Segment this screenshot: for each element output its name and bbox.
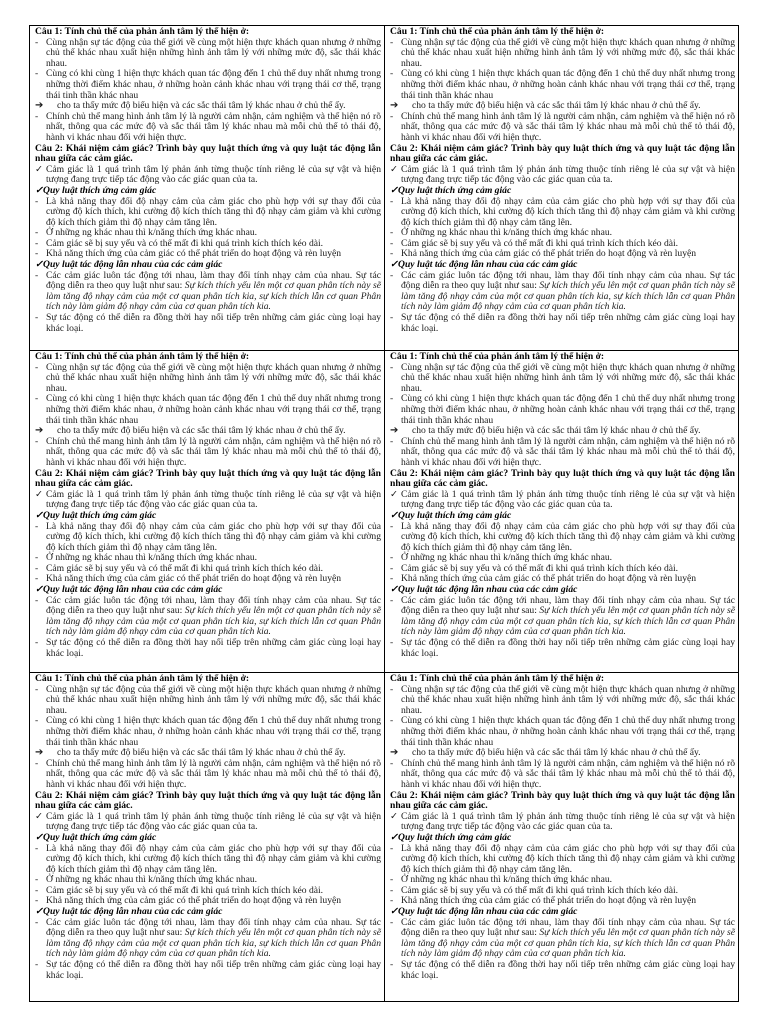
handout-cell [30, 672, 385, 1001]
arrow-icon: ➔ [390, 100, 399, 112]
law1-item: - Ở những ng khác nhau thì k/năng thích ứng khác nhau. [390, 227, 613, 239]
q1-conclusion: ➔ cho ta thấy mức độ biểu hiện và các sắc thái tâm lý khác nhau ở chủ thể ấy. [390, 100, 701, 112]
q1-conclusion: ➔ cho ta thấy mức độ biểu hiện và các sắc thái tâm lý khác nhau ở chủ thể ấy. [35, 747, 346, 759]
check-icon: ✓ [390, 509, 399, 521]
q1-item: - Cùng có khi cùng 1 hiện thực khách quan tác động đến 1 chủ thể duy nhất nhưng trong những thời điểm khác nhau, ở những hoàn cảnh khác nhau với trạng thái cơ thể, trạng thái tinh thần khác nhau [390, 68, 735, 101]
law1-item: - Cảm giác sẽ bị suy yếu và có thể mất đi khi quá trình kích thích kéo dài. [35, 562, 324, 574]
law1-item: - Khả năng thích ứng của cảm giác có thể phát triển do hoạt động và rèn luyện [390, 895, 697, 907]
arrow-icon: ➔ [390, 425, 399, 437]
handout-cell [30, 350, 385, 672]
law1-item: - Khả năng thích ứng của cảm giác có thể phát triển do hoạt động và rèn luyện [35, 895, 342, 907]
arrow-icon: ➔ [35, 100, 44, 112]
law1-item: - Cảm giác sẽ bị suy yếu và có thể mất đi khi quá trình kích thích kéo dài. [390, 562, 679, 574]
law1-title: ✓Quy luật thích ứng cảm giác [390, 509, 512, 521]
law2-item: - Các cảm giác luôn tác động tới nhau, làm thay đổi tính nhạy cảm của nhau. Sự tác động diễn ra theo quy luật như sau: Sự kích thích yếu lên một cơ quan phân tích này sẽ làm tăng độ nhạy cảm của một cơ quan phân tích kia, sự kích thích lẫn cơ quan Phân tích này làm giảm độ nhạy cảm của cơ quan phân tích kia. [390, 269, 735, 313]
check-icon: ✓ [35, 831, 44, 843]
law1-title: ✓Quy luật thích ứng cảm giác [390, 184, 512, 196]
check-icon: ✓ [390, 488, 399, 500]
arrow-icon: ➔ [35, 747, 44, 759]
q1-item: - Cùng nhận sự tác động của thế giới về cùng một hiện thực khách quan nhưng ở những chủ thể khác nhau xuất hiện những hình ảnh tâm lý với những mức độ, sắc thái khác nhau. [390, 683, 735, 716]
law2-item: - Sự tác động có thể diễn ra đồng thời hay nối tiếp trên những cảm giác cùng loại hay khác loại. [35, 312, 381, 334]
handout-cell [385, 672, 738, 1001]
q1-conclusion: ➔ cho ta thấy mức độ biểu hiện và các sắc thái tâm lý khác nhau ở chủ thể ấy. [390, 425, 701, 437]
law2-title: ✓Quy luật tác động lẫn nhau của các cảm giác [35, 259, 223, 271]
q1-title: Câu 1: Tính chủ thể của phản ánh tâm lý thể hiện ở: [390, 673, 605, 684]
law2-item: - Các cảm giác luôn tác động tới nhau, làm thay đổi tính nhạy cảm của nhau. Sự tác động diễn ra theo quy luật như sau: Sự kích thích yếu lên một cơ quan phân tích này sẽ làm tăng độ nhạy cảm của một cơ quan phân tích kia, sự kích thích lẫn cơ quan Phân tích này làm giảm độ nhạy cảm của cơ quan phân tích kia. [390, 594, 735, 638]
check-icon: ✓ [390, 906, 399, 918]
q1-conclusion: ➔ cho ta thấy mức độ biểu hiện và các sắc thái tâm lý khác nhau ở chủ thể ấy. [35, 425, 346, 437]
q2-title: Câu 2: Khái niệm cảm giác? Trình bày quy luật thích ứng và quy luật tác động lẫn nhau giữa các cảm giác. [390, 789, 735, 812]
q2-title: Câu 2: Khái niệm cảm giác? Trình bày quy luật thích ứng và quy luật tác động lẫn nhau giữa các cảm giác. [35, 142, 381, 165]
q1-title: Câu 1: Tính chủ thể của phản ánh tâm lý thể hiện ở: [390, 26, 605, 37]
law2-title: ✓Quy luật tác động lẫn nhau của các cảm giác [390, 906, 578, 918]
law2-item: - Các cảm giác luôn tác động tới nhau, làm thay đổi tính nhạy cảm của nhau. Sự tác động diễn ra theo quy luật như sau: Sự kích thích yếu lên một cơ quan phân tích này sẽ làm tăng độ nhạy cảm của một cơ quan phân tích kia, sự kích thích lẫn cơ quan Phân tích này làm giảm độ nhạy cảm của cơ quan phân tích kia. [35, 269, 381, 313]
check-icon: ✓ [390, 584, 399, 596]
law2-item: - Sự tác động có thể diễn ra đồng thời hay nối tiếp trên những cảm giác cùng loại hay khác loại. [390, 637, 735, 659]
check-icon: ✓ [390, 831, 399, 843]
check-icon: ✓ [35, 810, 44, 822]
q1-item: - Cùng nhận sự tác động của thế giới về cùng một hiện thực khách quan nhưng ở những chủ thể khác nhau xuất hiện những hình ảnh tâm lý với những mức độ, sắc thái khác nhau. [390, 361, 735, 394]
q1-item: - Cùng nhận sự tác động của thế giới về cùng một hiện thực khách quan nhưng ở những chủ thể khác nhau xuất hiện những hình ảnh tâm lý với những mức độ, sắc thái khác nhau. [390, 36, 735, 69]
q1-item: - Cùng có khi cùng 1 hiện thực khách quan tác động đến 1 chủ thể duy nhất nhưng trong những thời điểm khác nhau, ở những hoàn cảnh khác nhau với trạng thái cơ thể, trạng thái tinh thần khác nhau [35, 715, 381, 748]
law2-item: - Các cảm giác luôn tác động tới nhau, làm thay đổi tính nhạy cảm của nhau. Sự tác động diễn ra theo quy luật như sau: Sự kích thích yếu lên một cơ quan phân tích này sẽ làm tăng độ nhạy cảm của một cơ quan phân tích kia, sự kích thích lẫn cơ quan Phân tích này làm giảm độ nhạy cảm của cơ quan phân tích kia. [390, 916, 735, 960]
q2-definition: ✓ Cảm giác là 1 quá trình tâm lý phản ánh từng thuộc tính riêng lẻ của sự vật và hiện tượng đang trực tiếp tác động vào các giác quan của ta. [390, 810, 735, 833]
law1-item: - Cảm giác sẽ bị suy yếu và có thể mất đi khi quá trình kích thích kéo dài. [35, 884, 324, 896]
law1-item: - Là khả năng thay đổi độ nhạy cảm của cảm giác cho phù hợp với sự thay đổi của cường độ kích thích, khi cường độ kích thích tăng thì độ nhạy cảm giảm và khi cường độ kích thích giảm thì độ nhạy cảm tăng lên. [390, 195, 735, 228]
handout-cell [385, 26, 738, 350]
q1-item: - Chính chủ thể mang hình ảnh tâm lý là người cảm nhận, cảm nghiệm và thể hiện nó rõ nhất, thông qua các mức độ và sắc thái tâm lý khác nhau mà mỗi chủ thể tỏ thái độ, hành vi khác nhau đối với hiện thực. [390, 757, 735, 790]
law1-title: ✓Quy luật thích ứng cảm giác [35, 184, 157, 196]
q1-item: - Cùng có khi cùng 1 hiện thực khách quan tác động đến 1 chủ thể duy nhất nhưng trong những thời điểm khác nhau, ở những hoàn cảnh khác nhau với trạng thái cơ thể, trạng thái tinh thần khác nhau [390, 393, 735, 426]
q2-definition: ✓ Cảm giác là 1 quá trình tâm lý phản ánh từng thuộc tính riêng lẻ của sự vật và hiện tượng đang trực tiếp tác động vào các giác quan của ta. [35, 810, 381, 833]
arrow-icon: ➔ [35, 425, 44, 437]
law1-item: - Ở những ng khác nhau thì k/năng thích ứng khác nhau. [35, 227, 258, 239]
law1-item: - Cảm giác sẽ bị suy yếu và có thể mất đi khi quá trình kích thích kéo dài. [390, 884, 679, 896]
q2-definition: ✓ Cảm giác là 1 quá trình tâm lý phản ánh từng thuộc tính riêng lẻ của sự vật và hiện tượng đang trực tiếp tác động vào các giác quan của ta. [35, 163, 381, 186]
q1-item: - Chính chủ thể mang hình ảnh tâm lý là người cảm nhận, cảm nghiệm và thể hiện nó rõ nhất, thông qua các mức độ và sắc thái tâm lý khác nhau mà mỗi chủ thể tỏ thái độ, hành vi khác nhau đối với hiện thực. [35, 435, 381, 468]
law1-item: - Là khả năng thay đổi độ nhạy cảm của cảm giác cho phù hợp với sự thay đổi của cường độ kích thích, khi cường độ kích thích tăng thì độ nhạy cảm giảm và khi cường độ kích thích giảm thì độ nhạy cảm tăng lên. [35, 195, 381, 228]
q1-item: - Cùng có khi cùng 1 hiện thực khách quan tác động đến 1 chủ thể duy nhất nhưng trong những thời điểm khác nhau, ở những hoàn cảnh khác nhau với trạng thái cơ thể, trạng thái tinh thần khác nhau [35, 393, 381, 426]
q1-title: Câu 1: Tính chủ thể của phản ánh tâm lý thể hiện ở: [35, 351, 250, 362]
law1-item: - Ở những ng khác nhau thì k/năng thích ứng khác nhau. [35, 552, 258, 564]
law2-item: - Sự tác động có thể diễn ra đồng thời hay nối tiếp trên những cảm giác cùng loại hay khác loại. [390, 959, 735, 981]
q1-item: - Chính chủ thể mang hình ảnh tâm lý là người cảm nhận, cảm nghiệm và thể hiện nó rõ nhất, thông qua các mức độ và sắc thái tâm lý khác nhau mà mỗi chủ thể tỏ thái độ, hành vi khác nhau đối với hiện thực. [390, 110, 735, 143]
arrow-icon: ➔ [390, 747, 399, 759]
q2-title: Câu 2: Khái niệm cảm giác? Trình bày quy luật thích ứng và quy luật tác động lẫn nhau giữa các cảm giác. [35, 789, 381, 812]
check-icon: ✓ [35, 906, 44, 918]
law1-item: - Khả năng thích ứng của cảm giác có thể phát triển do hoạt động và rèn luyện [35, 248, 342, 260]
law1-item: - Là khả năng thay đổi độ nhạy cảm của cảm giác cho phù hợp với sự thay đổi của cường độ kích thích, khi cường độ kích thích tăng thì độ nhạy cảm giảm và khi cường độ kích thích giảm thì độ nhạy cảm tăng lên. [390, 520, 735, 553]
law1-item: - Cảm giác sẽ bị suy yếu và có thể mất đi khi quá trình kích thích kéo dài. [35, 237, 324, 249]
law1-item: - Cảm giác sẽ bị suy yếu và có thể mất đi khi quá trình kích thích kéo dài. [390, 237, 679, 249]
check-icon: ✓ [35, 259, 44, 271]
law1-item: - Khả năng thích ứng của cảm giác có thể phát triển do hoạt động và rèn luyện [390, 573, 697, 585]
check-icon: ✓ [35, 509, 44, 521]
law1-item: - Là khả năng thay đổi độ nhạy cảm của cảm giác cho phù hợp với sự thay đổi của cường độ kích thích, khi cường độ kích thích tăng thì độ nhạy cảm giảm và khi cường độ kích thích giảm thì độ nhạy cảm tăng lên. [35, 842, 381, 875]
law1-item: - Ở những ng khác nhau thì k/năng thích ứng khác nhau. [390, 552, 613, 564]
check-icon: ✓ [35, 488, 44, 500]
q1-conclusion: ➔ cho ta thấy mức độ biểu hiện và các sắc thái tâm lý khác nhau ở chủ thể ấy. [35, 100, 346, 112]
law1-item: - Là khả năng thay đổi độ nhạy cảm của cảm giác cho phù hợp với sự thay đổi của cường độ kích thích, khi cường độ kích thích tăng thì độ nhạy cảm giảm và khi cường độ kích thích giảm thì độ nhạy cảm tăng lên. [35, 520, 381, 553]
q1-item: - Cùng có khi cùng 1 hiện thực khách quan tác động đến 1 chủ thể duy nhất nhưng trong những thời điểm khác nhau, ở những hoàn cảnh khác nhau với trạng thái cơ thể, trạng thái tinh thần khác nhau [390, 715, 735, 748]
q1-title: Câu 1: Tính chủ thể của phản ánh tâm lý thể hiện ở: [35, 26, 250, 37]
law1-title: ✓Quy luật thích ứng cảm giác [35, 509, 157, 521]
law2-item: - Sự tác động có thể diễn ra đồng thời hay nối tiếp trên những cảm giác cùng loại hay khác loại. [390, 312, 735, 334]
q2-title: Câu 2: Khái niệm cảm giác? Trình bày quy luật thích ứng và quy luật tác động lẫn nhau giữa các cảm giác. [390, 467, 735, 490]
handout-cell [385, 350, 738, 672]
check-icon: ✓ [35, 584, 44, 596]
q2-title: Câu 2: Khái niệm cảm giác? Trình bày quy luật thích ứng và quy luật tác động lẫn nhau giữa các cảm giác. [35, 467, 381, 490]
q2-definition: ✓ Cảm giác là 1 quá trình tâm lý phản ánh từng thuộc tính riêng lẻ của sự vật và hiện tượng đang trực tiếp tác động vào các giác quan của ta. [390, 163, 735, 186]
check-icon: ✓ [390, 259, 399, 271]
q2-title: Câu 2: Khái niệm cảm giác? Trình bày quy luật thích ứng và quy luật tác động lẫn nhau giữa các cảm giác. [390, 142, 735, 165]
law2-title: ✓Quy luật tác động lẫn nhau của các cảm giác [35, 584, 223, 596]
law1-title: ✓Quy luật thích ứng cảm giác [35, 831, 157, 843]
law2-title: ✓Quy luật tác động lẫn nhau của các cảm giác [35, 906, 223, 918]
q1-item: - Chính chủ thể mang hình ảnh tâm lý là người cảm nhận, cảm nghiệm và thể hiện nó rõ nhất, thông qua các mức độ và sắc thái tâm lý khác nhau mà mỗi chủ thể tỏ thái độ, hành vi khác nhau đối với hiện thực. [35, 110, 381, 143]
law1-item: - Khả năng thích ứng của cảm giác có thể phát triển do hoạt động và rèn luyện [35, 573, 342, 585]
law2-item: - Các cảm giác luôn tác động tới nhau, làm thay đổi tính nhạy cảm của nhau. Sự tác động diễn ra theo quy luật như sau: Sự kích thích yếu lên một cơ quan phân tích này sẽ làm tăng độ nhạy cảm của một cơ quan phân tích kia, sự kích thích lẫn cơ quan Phân tích này làm giảm độ nhạy cảm của cơ quan phân tích kia. [35, 916, 381, 960]
check-icon: ✓ [35, 163, 44, 175]
law2-item: - Sự tác động có thể diễn ra đồng thời hay nối tiếp trên những cảm giác cùng loại hay khác loại. [35, 959, 381, 981]
law2-title: ✓Quy luật tác động lẫn nhau của các cảm giác [390, 584, 578, 596]
check-icon: ✓ [390, 163, 399, 175]
q1-item: - Cùng nhận sự tác động của thế giới về cùng một hiện thực khách quan nhưng ở những chủ thể khác nhau xuất hiện những hình ảnh tâm lý với những mức độ, sắc thái khác nhau. [35, 683, 381, 716]
check-icon: ✓ [390, 184, 399, 196]
law2-item: - Các cảm giác luôn tác động tới nhau, làm thay đổi tính nhạy cảm của nhau. Sự tác động diễn ra theo quy luật như sau: Sự kích thích yếu lên một cơ quan phân tích này sẽ làm tăng độ nhạy cảm của một cơ quan phân tích kia, sự kích thích lẫn cơ quan Phân tích này làm giảm độ nhạy cảm của cơ quan phân tích kia. [35, 594, 381, 638]
check-icon: ✓ [390, 810, 399, 822]
q1-title: Câu 1: Tính chủ thể của phản ánh tâm lý thể hiện ở: [35, 673, 250, 684]
q1-item: - Chính chủ thể mang hình ảnh tâm lý là người cảm nhận, cảm nghiệm và thể hiện nó rõ nhất, thông qua các mức độ và sắc thái tâm lý khác nhau mà mỗi chủ thể tỏ thái độ, hành vi khác nhau đối với hiện thực. [390, 435, 735, 468]
law1-item: - Khả năng thích ứng của cảm giác có thể phát triển do hoạt động và rèn luyện [390, 248, 697, 260]
law2-title: ✓Quy luật tác động lẫn nhau của các cảm giác [390, 259, 578, 271]
q1-title: Câu 1: Tính chủ thể của phản ánh tâm lý thể hiện ở: [390, 351, 605, 362]
check-icon: ✓ [35, 184, 44, 196]
law2-item: - Sự tác động có thể diễn ra đồng thời hay nối tiếp trên những cảm giác cùng loại hay khác loại. [35, 637, 381, 659]
q1-item: - Chính chủ thể mang hình ảnh tâm lý là người cảm nhận, cảm nghiệm và thể hiện nó rõ nhất, thông qua các mức độ và sắc thái tâm lý khác nhau mà mỗi chủ thể tỏ thái độ, hành vi khác nhau đối với hiện thực. [35, 757, 381, 790]
q2-definition: ✓ Cảm giác là 1 quá trình tâm lý phản ánh từng thuộc tính riêng lẻ của sự vật và hiện tượng đang trực tiếp tác động vào các giác quan của ta. [390, 488, 735, 511]
law1-item: - Là khả năng thay đổi độ nhạy cảm của cảm giác cho phù hợp với sự thay đổi của cường độ kích thích, khi cường độ kích thích tăng thì độ nhạy cảm giảm và khi cường độ kích thích giảm thì độ nhạy cảm tăng lên. [390, 842, 735, 875]
q1-conclusion: ➔ cho ta thấy mức độ biểu hiện và các sắc thái tâm lý khác nhau ở chủ thể ấy. [390, 747, 701, 759]
handout-cell [30, 26, 385, 350]
q1-item: - Cùng nhận sự tác động của thế giới về cùng một hiện thực khách quan nhưng ở những chủ thể khác nhau xuất hiện những hình ảnh tâm lý với những mức độ, sắc thái khác nhau. [35, 361, 381, 394]
q1-item: - Cùng nhận sự tác động của thế giới về cùng một hiện thực khách quan nhưng ở những chủ thể khác nhau xuất hiện những hình ảnh tâm lý với những mức độ, sắc thái khác nhau. [35, 36, 381, 69]
q1-item: - Cùng có khi cùng 1 hiện thực khách quan tác động đến 1 chủ thể duy nhất nhưng trong những thời điểm khác nhau, ở những hoàn cảnh khác nhau với trạng thái cơ thể, trạng thái tinh thần khác nhau [35, 68, 381, 101]
law1-title: ✓Quy luật thích ứng cảm giác [390, 831, 512, 843]
q2-definition: ✓ Cảm giác là 1 quá trình tâm lý phản ánh từng thuộc tính riêng lẻ của sự vật và hiện tượng đang trực tiếp tác động vào các giác quan của ta. [35, 488, 381, 511]
law1-item: - Ở những ng khác nhau thì k/năng thích ứng khác nhau. [390, 874, 613, 886]
law1-item: - Ở những ng khác nhau thì k/năng thích ứng khác nhau. [35, 874, 258, 886]
handout-sheet [29, 25, 739, 1002]
